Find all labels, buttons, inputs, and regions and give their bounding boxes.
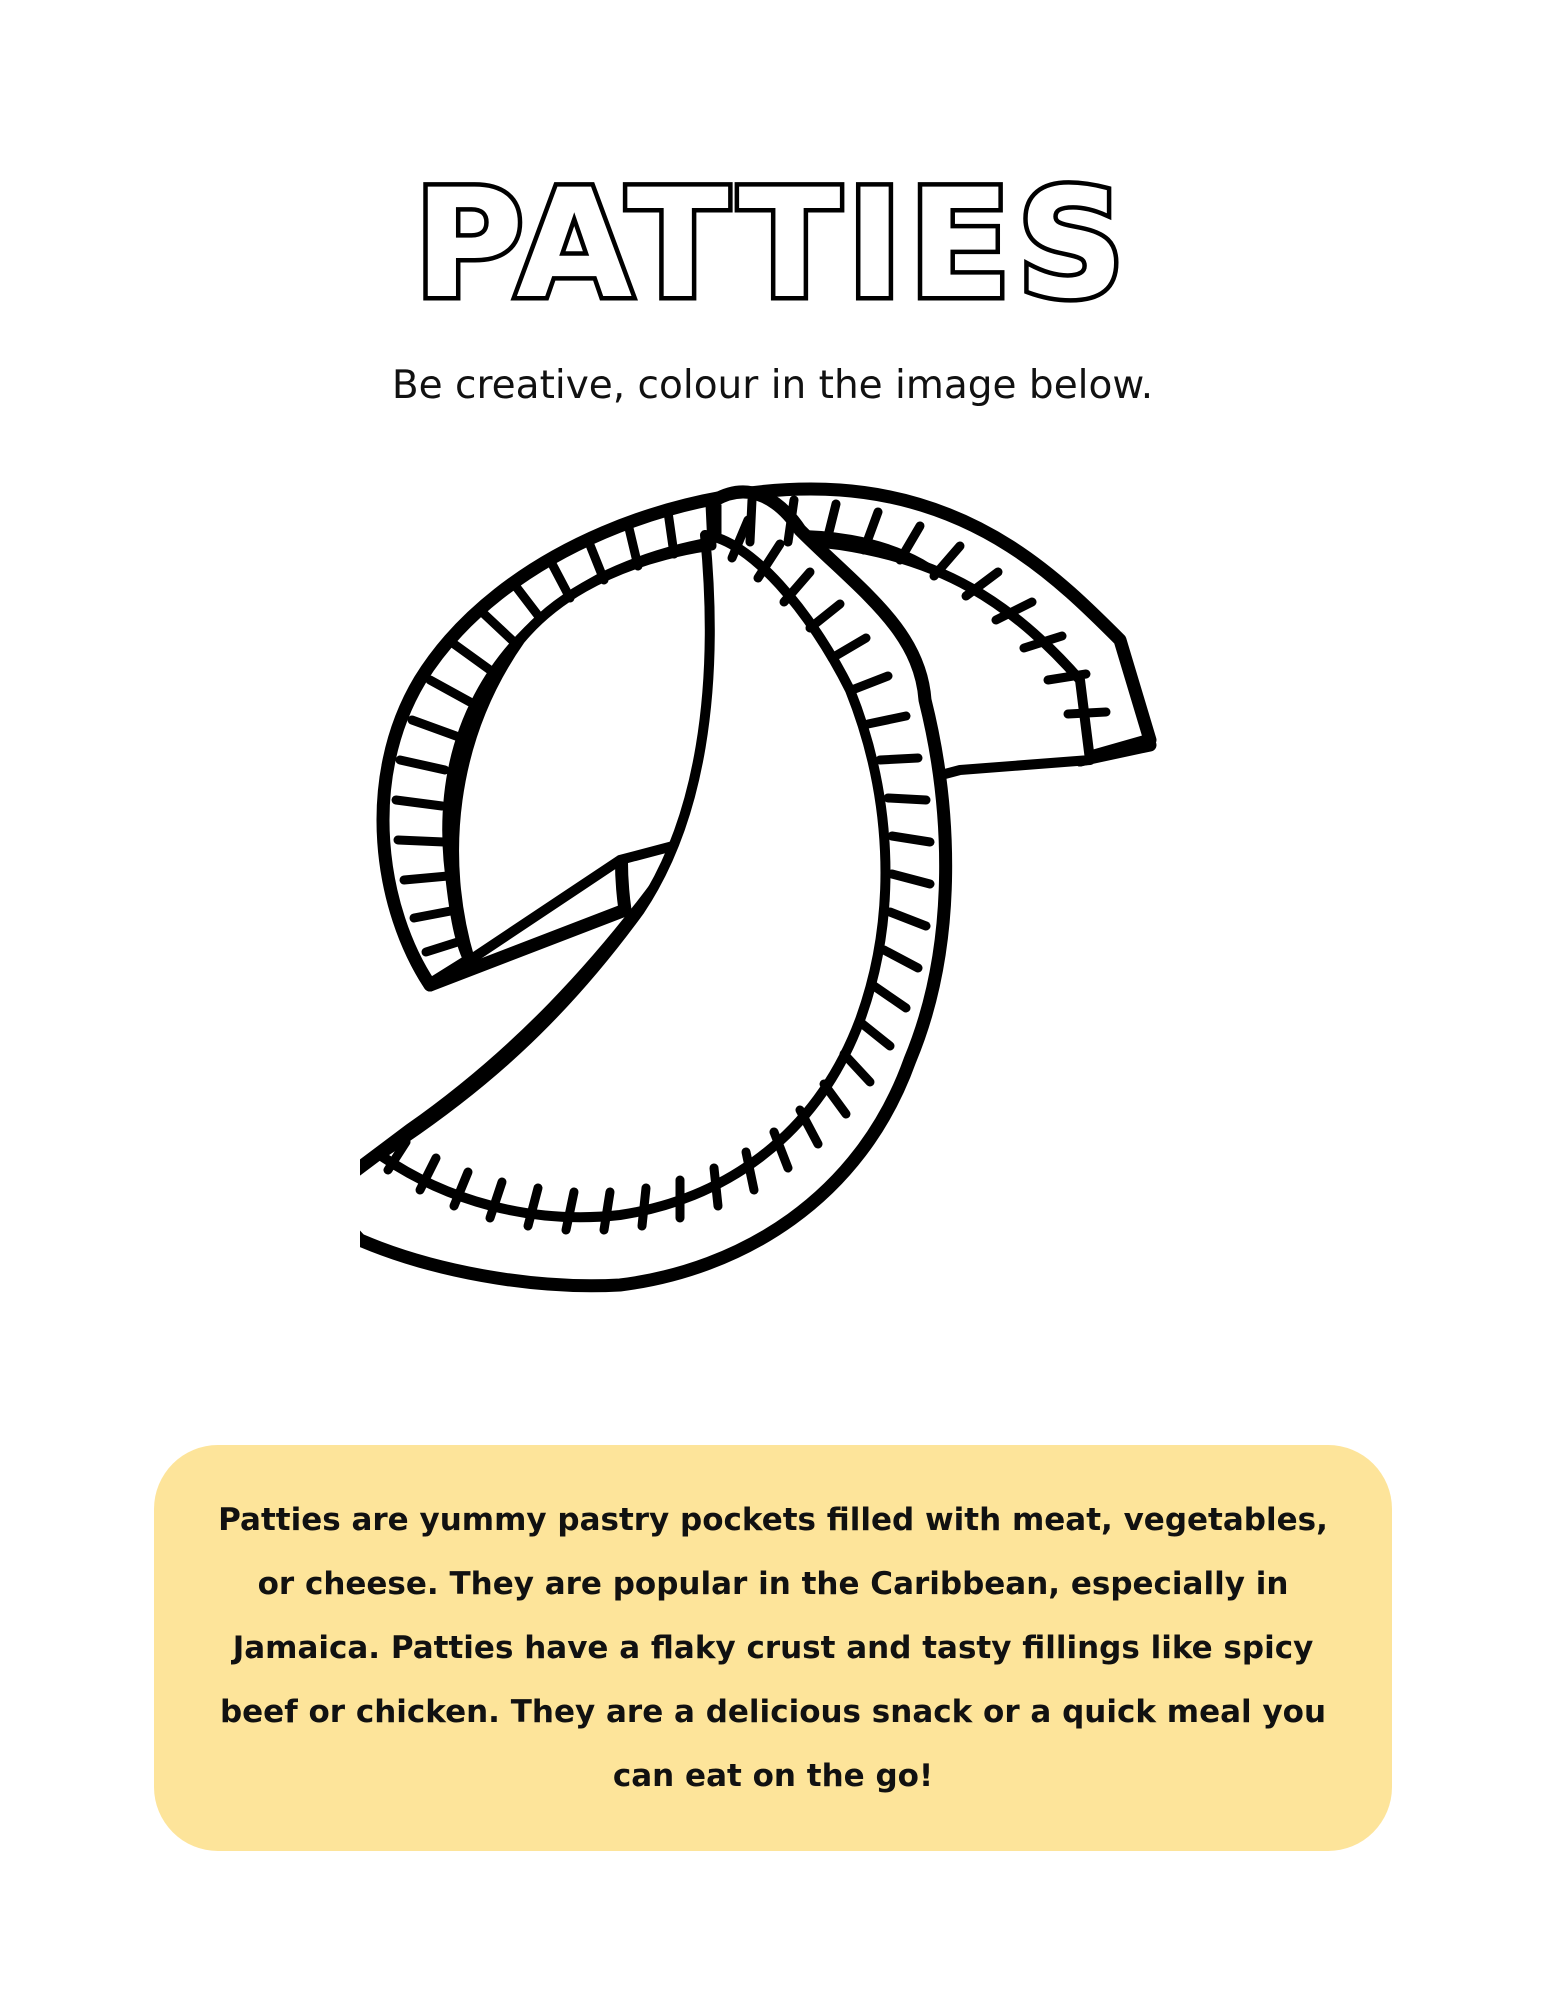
patty-icon <box>360 440 1180 1400</box>
page-subtitle: Be creative, colour in the image below. <box>391 363 1154 408</box>
page-title: PATTIES <box>414 158 1131 332</box>
info-box <box>154 1445 1392 1851</box>
info-text: Patties are yummy pastry pockets filled with meat, vegetables, or cheese. They are popular in the Caribbean, especially in Jamaica. Patties have a flaky crust and tasty fillings like spicy beef or chicken. They are a delicious snack or a quick meal you can eat on the go! <box>218 1502 1328 1794</box>
